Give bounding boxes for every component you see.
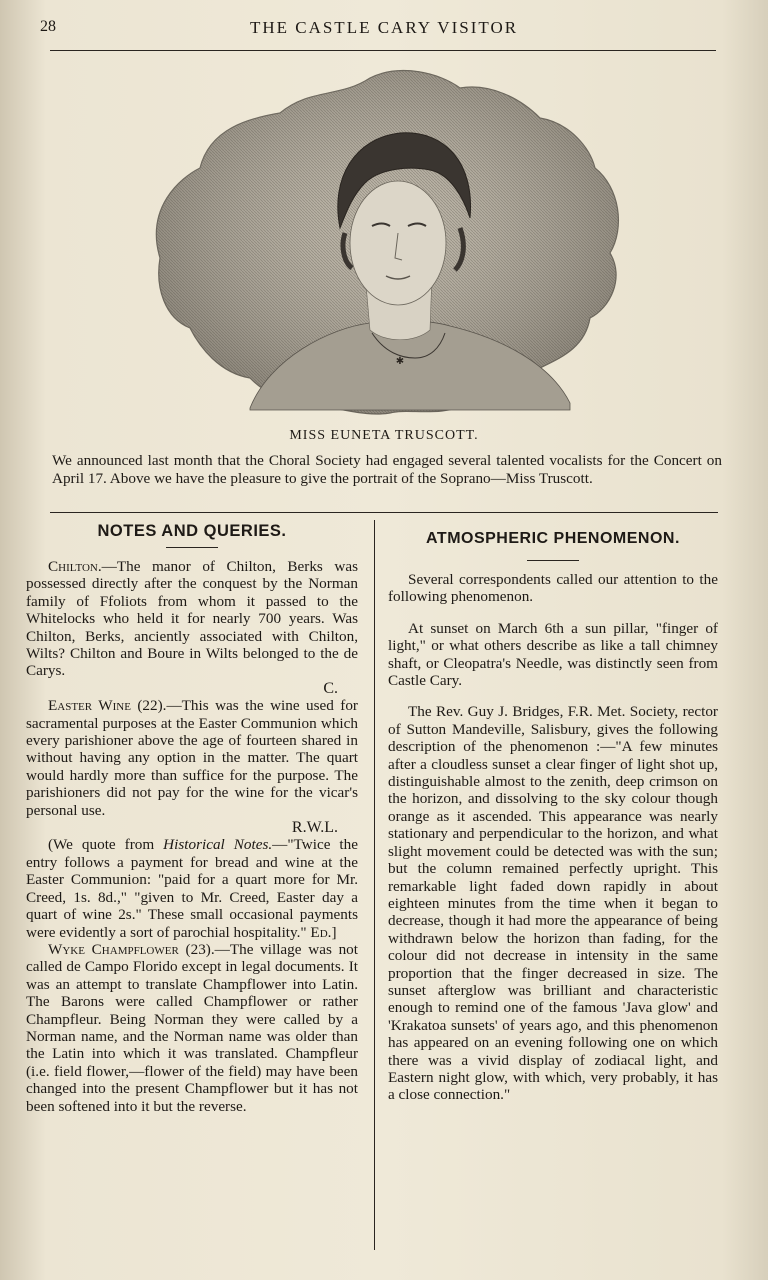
portrait-image	[140, 58, 630, 418]
page-header	[40, 14, 728, 44]
notes-heading-rule	[166, 547, 218, 548]
atmospheric-heading: ATMOSPHERIC PHENOMENON.	[426, 530, 680, 547]
easter-wine-entry	[26, 697, 358, 819]
portrait-vignette	[140, 58, 630, 418]
portrait-face	[350, 181, 446, 305]
running-title: THE CASTLE CARY VISITOR	[249, 18, 519, 37]
section-rule	[50, 512, 718, 513]
atmospheric-paragraph-2: At sunset on March 6th a sun pillar, "finger of light," or what others describe as like a tall chimney shaft, or Cleopatra's Needle, was distinctly seen from Castle Cary.	[388, 619, 718, 690]
notes-heading: NOTES AND QUERIES.	[97, 522, 287, 540]
atmospheric-heading-rule	[527, 560, 579, 561]
historical-notes-quote	[26, 836, 358, 940]
header-rule	[50, 50, 716, 51]
chilton-signature: C.	[323, 679, 338, 697]
chilton-text: —The manor of Chilton, Berks was possessed directly after the conquest by the Norman family of Ffoliots from whom it passed to the Whitelocks who held it for nearly 700 years. Was Chilton, Berks, anciently associated with Chilton, Wilts? Chilton and Boure in Wilts belonged to the de Carys.	[26, 558, 358, 680]
atmospheric-phenomenon-column	[388, 520, 718, 1118]
atmospheric-paragraph-1: Several correspondents called our attention to the following phenomenon.	[388, 571, 718, 606]
quote-intro: (We quote from	[48, 836, 164, 854]
column-divider	[374, 520, 375, 1250]
wyke-champflower-text: —The village was not called de Campo Florido except in legal documents. It was an attempt to translate Champflower into Latin. The Barons were called Champflower or rather Champfleur. Being Norman they were called by a Norman name, and the Norman name was older than the Latin into which it was translated. Champfleur (i.e. field flower,—flower of the field) may have been changed into the present Champflower but it has not been softened into it but the reverse.	[26, 940, 358, 1115]
editor-mark: Ed.]	[310, 923, 337, 941]
atmospheric-paragraph-3: The Rev. Guy J. Bridges, F.R. Met. Society, rector of Sutton Mandeville, Salisbury, gives the following description of the phenomenon :—"A few minutes after a cloudless sunset a clear finger of light shot up, distinguishable almost to the zenith, deep crimson on the horizon, and dissolving to the sky colour though orange as it ascended. This appearance was nearly stationary and perpendicular to the horizon, and what slight movement could be detected was with the sun; but the column remained perfectly upright. This remarkable light faded down rapidly in about eighteen minutes from the time when it began to decrease, though it had more the appearance of being withdrawn below the horizon than fading, for the colour did not decrease in intensity in the same proportion that the finger decreased in size. The sunset afterglow was brilliant and characteristic enough to remind one of the famous 'Java glow' and 'Krakatoa sunsets' of years ago, and this phenomenon has appeared on an evening following one on which there was a vivid display of zodiacal light, and Eastern night glow, with which, very probably, it has a close connection."	[388, 703, 718, 1104]
intro-paragraph: We announced last month that the Choral Society had engaged several talented vocalists for the Concert on April 17. Above we have the pleasure to give the portrait of the Soprano—Miss Truscott.	[52, 452, 722, 487]
page-number: 28	[40, 18, 56, 35]
easter-wine-signature: R.W.L.	[291, 819, 338, 837]
easter-wine-title: Easter Wine (22).	[48, 697, 167, 715]
quote-source: Historical Notes.	[163, 836, 273, 854]
chilton-entry	[26, 558, 358, 680]
notes-and-queries-column	[26, 520, 358, 1115]
chilton-title: Chilton.	[48, 558, 102, 575]
quote-text: —"Twice the entry follows a payment for bread and wine at the Easter Communion: "paid for a quart more for Mr. Creed, 1s. 8d.," "given to Mr. Creed, Easter day a quart of wine 2s." These small occasional payments were evidently a sort of parochial hospitality."	[26, 836, 358, 941]
wyke-champflower-title: Wyke Champflower (23).	[48, 940, 215, 958]
pendant-icon: ✱	[395, 356, 405, 367]
easter-wine-text: —This was the wine used for sacramental purposes at the Easter Communion which every parishioner above the age of fourteen shared in without having any option in the matter. The quart would hardly more than suffice for the purpose. The parishioners did not pay for the wine for the vicar's personal use.	[26, 697, 358, 819]
wyke-champflower-entry	[26, 941, 358, 1115]
portrait-caption: MISS EUNETA TRUSCOTT.	[289, 428, 479, 443]
